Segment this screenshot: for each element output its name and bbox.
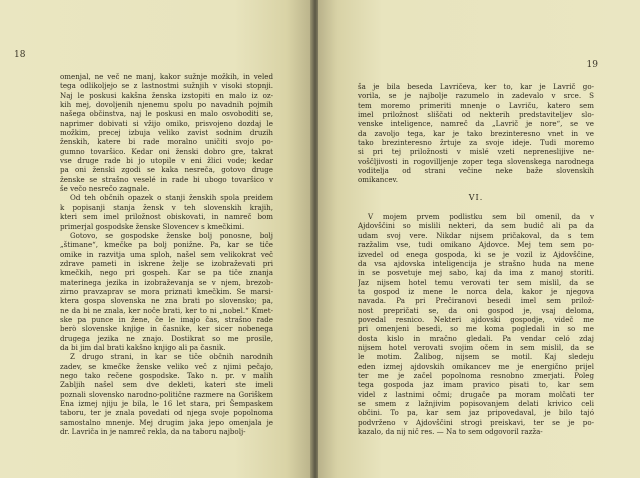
text-line: taboru, ter je znala povedati od njega svoje popolnoma: [60, 408, 273, 418]
text-line: ske pa punce in žene, če le imajo čas, strašno rade: [60, 314, 273, 324]
text-line: povedal resnico. Nekteri ajdovski gospodje, videč me: [358, 314, 594, 324]
text-line: drugega jezika ne znajo. Dostikrat so me prosile,: [60, 333, 273, 343]
text-line: Od teh občnih opazek o stanji ženskih spola preidem: [70, 193, 273, 203]
paragraph-before-heading: [358, 82, 594, 185]
text-line: pri omenjeni besedi, so me koma pogledali in so me: [358, 324, 594, 334]
text-line: primerjal gospodske ženske Slovencev s kmečkimi.: [60, 221, 245, 231]
text-line: tega gospoda jaz imam pravico pisati to, kar sem: [358, 380, 594, 390]
text-line: Gotovo, se gospodske ženske bolj ponosne, bolj: [70, 230, 273, 240]
text-line: poznali slovensko narodno-politične razmere na Goriškem: [60, 389, 273, 399]
text-line: vse druge rade bi jo utopile v eni žlici vode; kedar: [60, 156, 273, 166]
text-line: eden izmej ajdovskih omikancev me je energično prijel: [358, 361, 594, 371]
text-line: voditelja od strani večine neke baže slovenskih: [358, 166, 594, 176]
text-line: berò slovenske knjige in časnike, ker sicer nobenega: [60, 324, 273, 334]
text-line: materinega jezika in izobraževanja se v njem, brezob-: [60, 277, 273, 287]
text-line: nego tako rečene gospodske. Tako n. pr. v malih: [60, 371, 273, 380]
text-line: tega odlikoljejo se z lastnostmi sužnjih v visoki stopnji.: [60, 81, 273, 91]
text-line: dosta kislo in mračno gledali. Pa vendar celó zdaj: [358, 333, 594, 343]
text-line: ter me je začel popolnoma resnobno zmerjati. Poleg: [358, 370, 594, 380]
text-line: zirno pravzaprav se mora priznati kmečkim. Se marsi-: [60, 286, 273, 296]
text-line: podvrženo v Ajdovščini strogi preiskavi, ter se je po-: [358, 417, 594, 427]
text-line: V mojem prvem podlistku sem bil omenil, da v: [368, 212, 594, 222]
text-line: Jaz nijsem hotel temu verovati ter sem mislil, da se: [358, 277, 594, 287]
text-line: da bi jim dal brati kakšno knjigo ali pa časnik.: [60, 342, 226, 352]
text-line: nijsem hotel verovati svojim očem in sem mislil, da se: [358, 342, 594, 352]
text-line: „štimane“, kmečke pa bolj ponižne. Pa, kar se tiče: [60, 240, 273, 250]
text-line: zdrave pameti in iskrene želje se izobraževati pri: [60, 258, 273, 268]
text-line: kteri sem imel priložnost obiskovati, in namreč bom: [60, 212, 273, 222]
text-line: našega občinstva, naj le poskusi en malo osvoboditi se,: [60, 109, 273, 119]
text-line: zadev, se kmečke ženske veliko več z njimi pečajo,: [60, 361, 273, 371]
text-line: videl z lastnimi očmi; drugače pa moram molčati ter: [358, 389, 594, 399]
text-line: ta gospod iz mene le norca dela, kakor je njegova: [358, 286, 594, 296]
text-line: gumno tovaršico. Kedar oni ženski dobro gre, takrat: [60, 146, 273, 156]
paragraph-after-heading: [358, 212, 594, 436]
text-line: občini. To pa, kar sem jaz pripovedaval, je bilo tajó: [358, 408, 594, 418]
text-line: vorila, se je najbolje razumelo in zadevalo v srce. S: [358, 91, 594, 101]
text-line: se smem z lažnjivim popisovanjem delati krivico celi: [358, 399, 594, 408]
text-line: voščljivosti in rogovilljenje zoper tega slovenskega narodnega: [358, 156, 594, 166]
text-line: Zabljih našel sem dve dekleti, kateri ste imeli: [60, 380, 273, 390]
text-line: Ajdovščini so mislili nekteri, da sem budič ali pa da: [358, 221, 594, 231]
text-line: možkim, precej izbuja veliko zavist sodnim druzih: [60, 128, 273, 138]
text-line: tako brezinteresno žrtuje za svoje ideje. Tudi moremo: [358, 138, 594, 148]
right-page-number: 19: [586, 60, 598, 70]
text-line: ša je bila beseda Lavričeva, ker to, kar je Lavrič go-: [358, 82, 594, 91]
text-line: omenjal, ne več ne manj, kakor sužnje možkih, in veled: [60, 72, 273, 81]
text-line: samostalno mnenje. Mej drugim jaka jepo omenjala je: [60, 417, 273, 427]
right-page-text: [358, 82, 594, 436]
text-line: da zavoljo tega, kar je tako brezinteresno vnet in ve: [358, 128, 594, 138]
text-line: tem moremo primeriti mnenje o Lavriču, katero sem: [358, 100, 594, 110]
text-line: ktera gospa slovenska ne zna brati po slovensko; pa,: [60, 296, 273, 306]
left-page-number: 18: [14, 50, 26, 60]
text-line: da vsa ajdovska inteligencija je strašno huda na mene: [358, 258, 594, 268]
text-line: razžalim vse, tudi omikano Ajdovce. Mej tem sem po-: [358, 240, 594, 250]
text-line: si pri tej priložnosti v mislé vzeti nepreneslijive ne-: [358, 147, 594, 157]
text-line: naprimer dobivati si vžijo omiko, prisvojeno dozdaj le: [60, 118, 273, 128]
text-line: k popisanji stanja žensk v teh slovenskih krajih,: [60, 202, 273, 212]
text-line: imel priložnost sliščati od nekterih predstaviteljev slo-: [358, 110, 594, 120]
text-line: Z drugo strani, in kar se tiče občnih narodnih: [70, 352, 273, 362]
text-line: Ena izmej njiju je bila, le 16 let stara, pri Šempaskem: [60, 399, 273, 409]
text-line: navada. Pa pri Prečiranovi besedi imel sem prilož-: [358, 296, 594, 306]
text-line: omikancev.: [358, 175, 398, 185]
text-line: izvedel od enega gospoda, ki se je vozil iz Ajdovščine,: [358, 249, 594, 259]
text-line: kmečkih, nego pri gospeh. Kar se pa tiče znanja: [60, 268, 273, 278]
text-line: udam svoj vere. Nikdar nijsem pričakoval, da s tem: [358, 230, 594, 240]
text-line: še večo nesrečo zagnale.: [60, 184, 150, 194]
text-line: dr. Lavriča in je namreč rekla, da na taboru najbolj-: [60, 427, 246, 437]
text-line: kazalo, da nij nič res. — Na to sem odgovoril razža-: [358, 427, 543, 437]
text-line: in se posvetuje mej sabo, kaj da ima z manoj storiti.: [358, 268, 594, 278]
text-line: omike in razvitja uma sploh, našel sem velikokrat več: [60, 249, 273, 259]
right-page: [318, 0, 640, 478]
left-page: [0, 0, 312, 478]
text-line: nost prepričati se, da oni gospod je, vsaj deloma,: [358, 305, 594, 315]
text-line: le motim. Žalibog, nijsem se motil. Kaj sledeju: [358, 352, 594, 362]
text-line: Naj le poskusi kakšna ženska izstopiti en malo iz oz-: [60, 90, 273, 100]
text-line: ženske se strašno veselé in rade bi ubogo tovaršico v: [60, 174, 273, 184]
text-line: ženskih, katere bi rade moralno uničiti svojo po-: [60, 137, 273, 147]
section-heading: VI.: [468, 192, 484, 202]
text-line: ne da bi ne znala, ker noče brati, ker to ni „nobel.“ Kmet-: [60, 305, 273, 315]
text-line: pa oni ženski zgodi se kaka nesreča, gotovo druge: [60, 165, 273, 175]
text-line: kih mej, dovoljenih njenemu spolu po navadnih pojmih: [60, 100, 273, 110]
text-line: venske inteligence, namreč da „Lavrič je nore“, se ve: [358, 119, 594, 129]
left-page-text: [60, 72, 273, 436]
